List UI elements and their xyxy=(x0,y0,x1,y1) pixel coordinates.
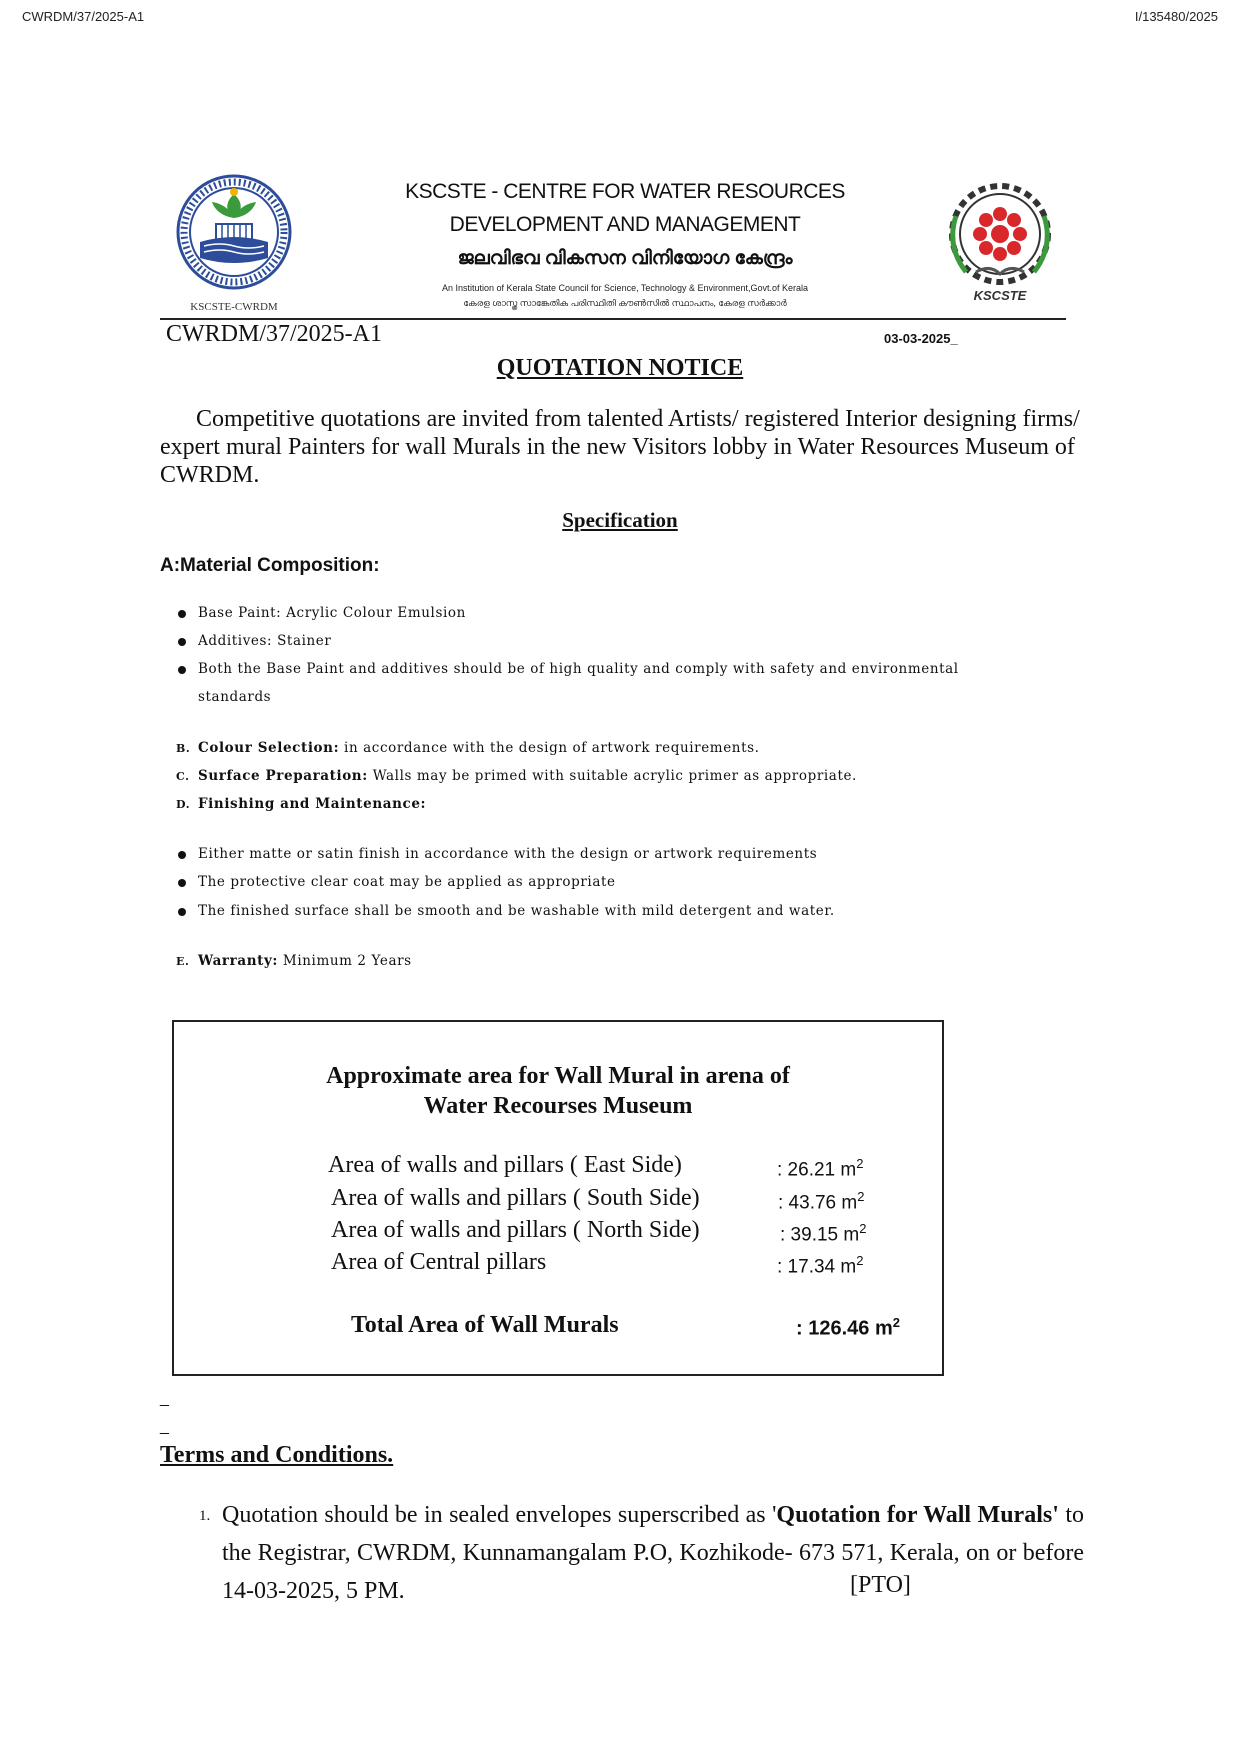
cwrdm-logo xyxy=(170,172,298,312)
bullet-icon xyxy=(178,638,186,646)
area-row-value: : 43.76 $m^2$ xyxy=(778,1189,865,1214)
area-row-value: : 39.15 $m^2$ xyxy=(780,1221,867,1246)
bullet-icon xyxy=(178,851,186,859)
area-box xyxy=(172,1020,944,1376)
area-row-value: : 26.21 $m^2$ xyxy=(777,1156,864,1181)
list-item: Either matte or satin finish in accordance with the design or artwork requirements xyxy=(198,846,817,862)
kscste-logo xyxy=(936,176,1064,310)
section-e: E. Warranty: Minimum 2 Years xyxy=(176,953,412,969)
bullet-icon xyxy=(178,666,186,674)
section-c: C. Surface Preparation: Walls may be primed with suitable acrylic primer as appropriate. xyxy=(176,768,857,784)
stray-dash: _ xyxy=(160,1390,169,1407)
intro-paragraph: Competitive quotations are invited from talented Artists/ registered Interior designing firms/ expert mural Painters for wall Murals in the new Visitors lobby in Water Resources Museum of CWRDM. xyxy=(160,406,1080,488)
area-box-title-2: Water Recourses Museum xyxy=(423,1093,693,1119)
list-item: Base Paint: Acrylic Colour Emulsion xyxy=(198,605,466,621)
list-item: Additives: Stainer xyxy=(198,633,331,649)
area-row-label: Area of Central pillars xyxy=(331,1249,547,1275)
list-item: The finished surface shall be smooth and be washable with mild detergent and water. xyxy=(198,903,835,919)
terms-heading: Terms and Conditions. xyxy=(160,1442,394,1468)
header-institution-ml: കേരള ശാസ്ത്ര സാങ്കേതിക പരിസ്ഥിതി കൗൺസിൽ സ്ഥാപനം, കേരള സർക്കാർ xyxy=(463,298,787,308)
area-box-title-1: Approximate area for Wall Mural in arena of xyxy=(326,1063,790,1089)
header-malayalam: ജലവിഭവ വികസന വിനിയോഗ കേന്ദ്രം xyxy=(457,248,793,269)
bullet-icon xyxy=(178,908,186,916)
header-institution: An Institution of Kerala State Council for Science, Technology & Environment,Govt.of Kerala xyxy=(441,283,809,293)
corner-ref-right: I/135480/2025 xyxy=(1134,9,1218,24)
header-line-1: KSCSTE - CENTRE FOR WATER RESOURCES xyxy=(405,180,845,203)
section-a-heading: A:Material Composition: xyxy=(160,555,380,576)
list-item: Both the Base Paint and additives should be of high quality and comply with safety and environmental xyxy=(198,661,959,677)
header-line-2: DEVELOPMENT AND MANAGEMENT xyxy=(449,213,801,236)
list-item-continuation: standards xyxy=(198,689,272,705)
area-row-label: Area of walls and pillars ( South Side) xyxy=(331,1185,700,1211)
page-title: QUOTATION NOTICE xyxy=(496,355,744,381)
bullet-icon xyxy=(178,610,186,618)
left-logo-caption: KSCSTE-CWRDM xyxy=(190,301,278,313)
right-logo-caption: KSCSTE xyxy=(973,288,1027,303)
section-b: B. Colour Selection: in accordance with the design of artwork requirements. xyxy=(176,740,760,756)
document-date: 03-03-2025_ xyxy=(884,331,958,346)
bullet-icon xyxy=(178,879,186,887)
total-area-label: Total Area of Wall Murals xyxy=(351,1312,619,1338)
area-row-label: Area of walls and pillars ( East Side) xyxy=(328,1152,682,1178)
corner-ref-left: CWRDM/37/2025-A1 xyxy=(22,9,145,24)
stray-dash: _ xyxy=(160,1418,169,1435)
term-1: Quotation should be in sealed envelopes superscribed as 'Quotation for Wall Murals' to the Registrar, CWRDM, Kunnamangalam P.O, Kozhikode- 673 571, Kerala, on or before 14-03-2025, 5 PM. xyxy=(222,1502,1084,1604)
section-d: D. Finishing and Maintenance: xyxy=(176,796,427,812)
total-area-value: : 126.46 $m^2$ xyxy=(796,1315,900,1340)
area-row-value: : 17.34 $m^2$ xyxy=(777,1253,864,1278)
cwrdm-emblem-icon xyxy=(170,172,298,294)
pto-marker: [PTO] xyxy=(850,1572,911,1598)
reference-number: CWRDM/37/2025-A1 xyxy=(166,321,382,347)
specification-heading: Specification xyxy=(562,508,678,532)
header-rule xyxy=(160,318,1066,320)
list-item: The protective clear coat may be applied as appropriate xyxy=(198,874,616,890)
term-number: 1. xyxy=(199,1508,211,1524)
area-row-label: Area of walls and pillars ( North Side) xyxy=(331,1217,700,1243)
